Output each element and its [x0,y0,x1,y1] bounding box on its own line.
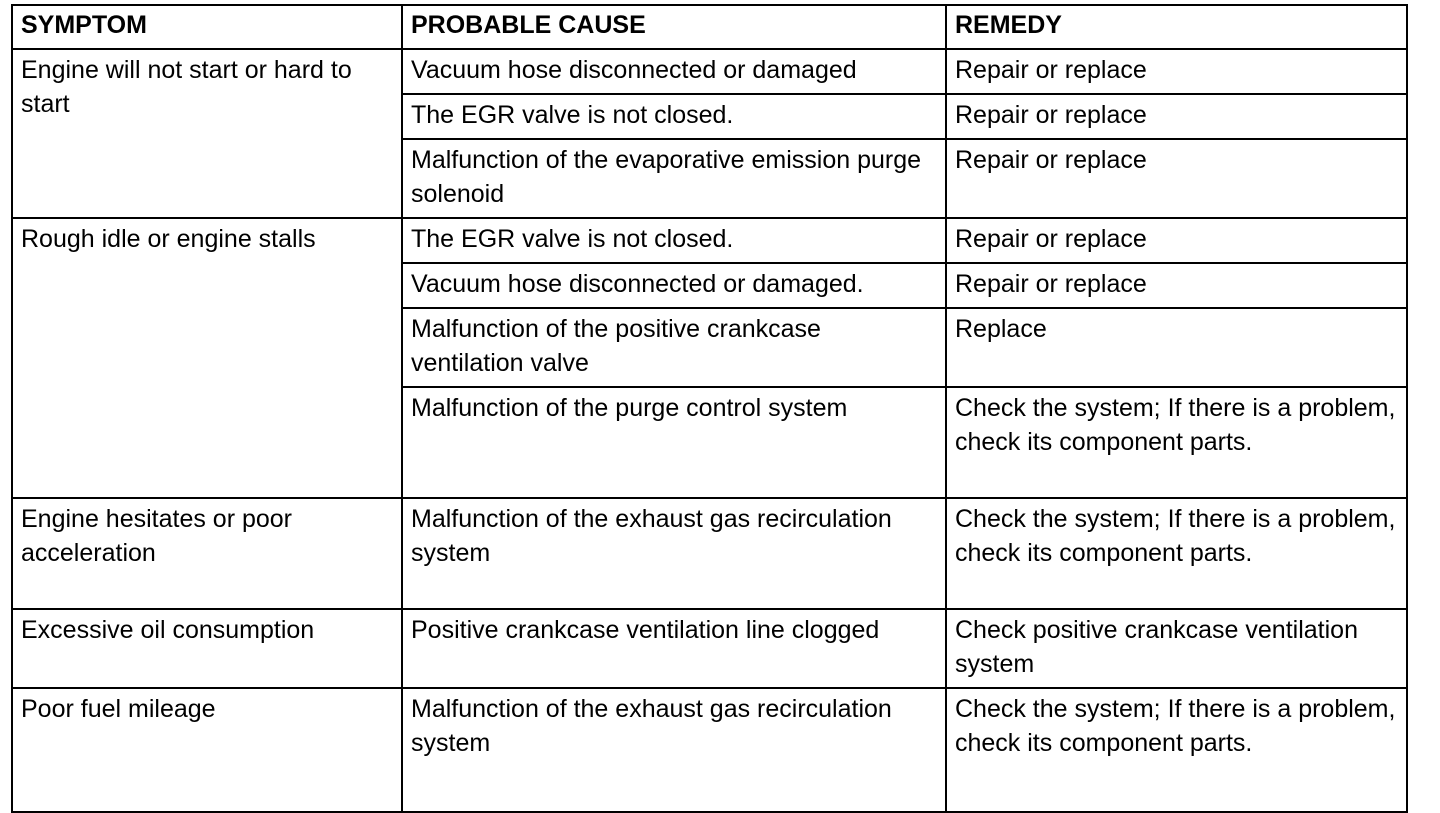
cause-cell: Malfunction of the exhaust gas recirculation system [402,498,946,609]
table-row [12,49,1407,94]
cause-cell: Malfunction of the purge control system [402,387,946,498]
table-row [12,609,1407,688]
symptom-cell: Engine hesitates or poor acceleration [12,498,402,609]
remedy-cell: Repair or replace [946,94,1407,139]
troubleshooting-table [11,4,1408,813]
remedy-cell: Replace [946,308,1407,387]
cause-cell: Vacuum hose disconnected or damaged. [402,263,946,308]
column-header-probable-cause: PROBABLE CAUSE [402,5,946,49]
remedy-cell: Check the system; If there is a problem, check its component parts. [946,387,1407,498]
column-header-remedy: REMEDY [946,5,1407,49]
cause-cell: Malfunction of the exhaust gas recirculation system [402,688,946,812]
remedy-cell: Check positive crankcase ventilation system [946,609,1407,688]
table-header-row [12,5,1407,49]
cause-cell: The EGR valve is not closed. [402,218,946,263]
symptom-cell: Engine will not start or hard to start [12,49,402,218]
symptom-cell: Excessive oil consumption [12,609,402,688]
cause-cell: Malfunction of the positive crankcase ventilation valve [402,308,946,387]
symptom-cell: Poor fuel mileage [12,688,402,812]
column-header-symptom: SYMPTOM [12,5,402,49]
remedy-cell: Repair or replace [946,218,1407,263]
table-row [12,218,1407,263]
remedy-cell: Repair or replace [946,49,1407,94]
cause-cell: The EGR valve is not closed. [402,94,946,139]
cause-cell: Positive crankcase ventilation line clogged [402,609,946,688]
remedy-cell: Check the system; If there is a problem, check its component parts. [946,688,1407,812]
remedy-cell: Repair or replace [946,139,1407,218]
remedy-cell: Repair or replace [946,263,1407,308]
cause-cell: Malfunction of the evaporative emission purge solenoid [402,139,946,218]
table-row [12,688,1407,812]
cause-cell: Vacuum hose disconnected or damaged [402,49,946,94]
symptom-cell: Rough idle or engine stalls [12,218,402,498]
remedy-cell: Check the system; If there is a problem, check its component parts. [946,498,1407,609]
table-row [12,498,1407,609]
